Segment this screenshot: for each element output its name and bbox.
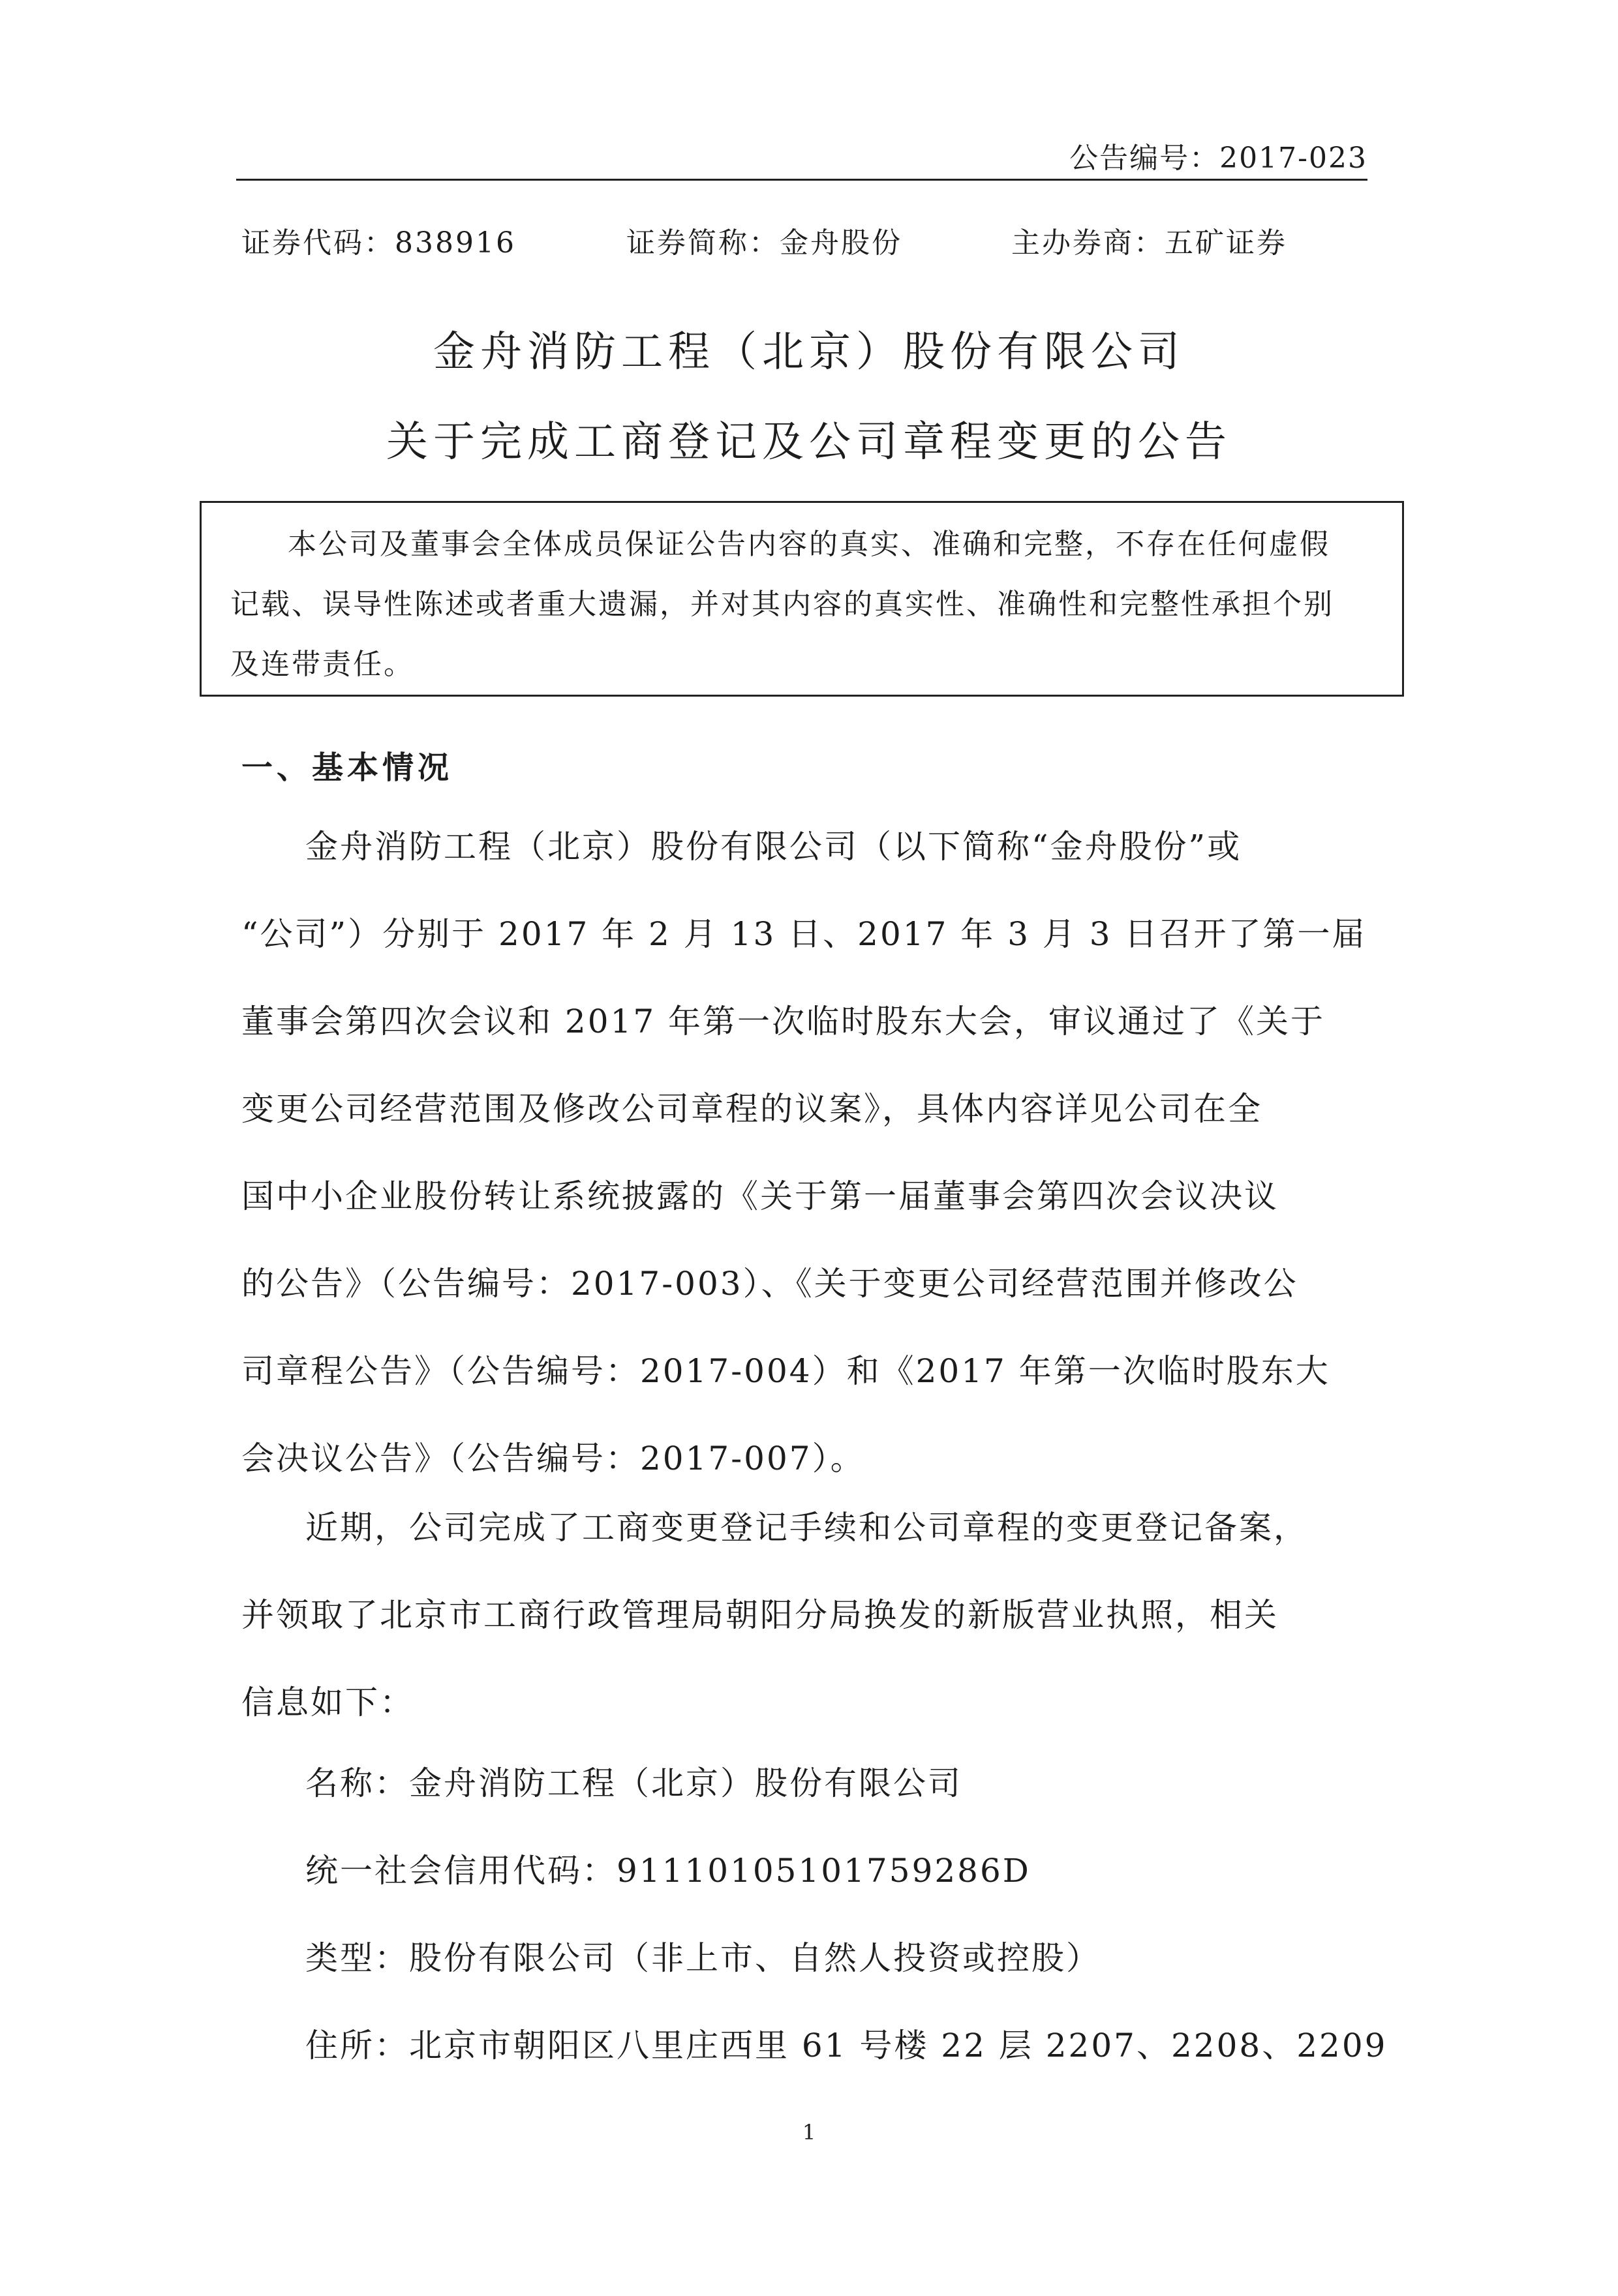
paragraph-line: 董事会第四次会议和 2017 年第一次临时股东大会，审议通过了《关于: [241, 1003, 1326, 1040]
paragraph-line: 司章程公告》（公告编号：2017-004）和《2017 年第一次临时股东大: [241, 1352, 1330, 1390]
paragraph-line: 近期，公司完成了工商变更登记手续和公司章程的变更登记备案，: [305, 1509, 1308, 1547]
disclaimer-line: 本公司及董事会全体成员保证公告内容的真实、准确和完整，不存在任何虚假: [288, 528, 1330, 561]
credit-code: 统一社会信用代码：91110105101759286D: [305, 1852, 1031, 1890]
securities-abbreviation: 证券简称：金舟股份: [626, 226, 902, 260]
paragraph-line: “公司”）分别于 2017 年 2 月 13 日、2017 年 3 月 3 日召开了第一届: [241, 915, 1367, 953]
paragraph-line: 的公告》（公告编号：2017-003）、《关于变更公司经营范围并修改公: [241, 1265, 1298, 1303]
document-title-line-1: 金舟消防工程（北京）股份有限公司: [433, 328, 1185, 376]
securities-code: 证券代码：838916: [241, 226, 516, 260]
disclaimer-line: 及连带责任。: [230, 648, 414, 681]
paragraph-line: 金舟消防工程（北京）股份有限公司（以下简称“金舟股份”或: [305, 828, 1242, 866]
lead-broker: 主办券商：五矿证券: [1011, 226, 1287, 260]
paragraph-line: 并领取了北京市工商行政管理局朝阳分局换发的新版营业执照，相关: [241, 1596, 1279, 1634]
disclaimer-box: [200, 501, 1404, 697]
paragraph-line: 国中小企业股份转让系统披露的《关于第一届董事会第四次会议决议: [241, 1177, 1279, 1215]
paragraph-line: 变更公司经营范围及修改公司章程的议案》，具体内容详见公司在全: [241, 1090, 1262, 1128]
company-address: 住所：北京市朝阳区八里庄西里 61 号楼 22 层 2207、2208、2209: [305, 2027, 1388, 2064]
document-title-line-2: 关于完成工商登记及公司章程变更的公告: [386, 418, 1232, 466]
paragraph-line: 会决议公告》（公告编号：2017-007）。: [241, 1440, 865, 1477]
header-divider: [236, 179, 1367, 181]
announcement-number: 公告编号：2017-023: [1069, 142, 1367, 175]
company-name: 名称：金舟消防工程（北京）股份有限公司: [305, 1764, 962, 1802]
page-number: 1: [802, 2120, 816, 2145]
paragraph-line: 信息如下：: [241, 1684, 414, 1721]
company-type: 类型：股份有限公司（非上市、自然人投资或控股）: [305, 1939, 1101, 1977]
disclaimer-line: 记载、误导性陈述或者重大遗漏，并对其内容的真实性、准确性和完整性承担个别: [230, 588, 1334, 621]
section-heading: 一、基本情况: [241, 749, 453, 786]
